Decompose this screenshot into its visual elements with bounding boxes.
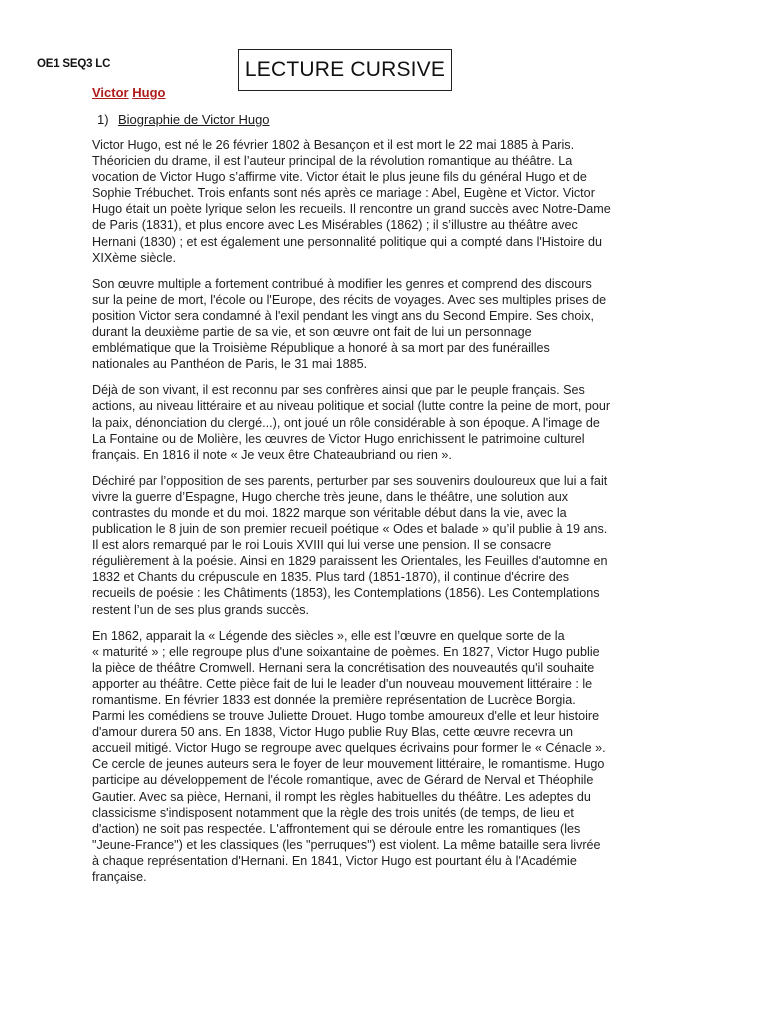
page-title: LECTURE CURSIVE — [244, 58, 446, 81]
paragraph-line: actions, au niveau littéraire et au niveau politique et social (lutte contre la peine de mort, pour — [92, 399, 611, 414]
paragraph-line: position Victor sera condamné à l'exil pendant les vingt ans du Second Empire. Ses choix, — [92, 308, 595, 323]
paragraph-line: Hernani (1830) ; et est également une personnalité politique qui a compté dans l'Histoire du — [92, 234, 602, 249]
paragraph-line: à chaque représentation d'Hernani. En 1841, Victor Hugo est pourtant élu à l'Académie — [92, 853, 577, 868]
paragraph-line: d'action) ne soit pas respectée. L'affrontement qui se déroule entre les romantiques (les — [92, 821, 581, 836]
paragraph — [92, 137, 682, 266]
section-heading — [97, 112, 270, 127]
paragraph-line: Déchiré par l’opposition de ses parents, perturber par ses souvenirs douloureux que lui a fait — [92, 473, 608, 488]
paragraph-line: XIXème siècle. — [92, 250, 176, 265]
author-last-name: Hugo — [132, 85, 166, 100]
title-box — [238, 49, 452, 91]
paragraph-line: emblématique que la Troisième République a honoré à sa mort par des funérailles — [92, 341, 550, 356]
course-code: OE1 SEQ3 LC — [37, 58, 111, 70]
paragraph-line: restent l’un de ses plus grands succès. — [92, 602, 310, 617]
paragraph-line: sur la peine de mort, l'école ou l'Europe, des récits de voyages. Avec ses multiples prises de — [92, 292, 607, 307]
paragraph-line: apporter au théâtre. Cette pièce fait de lui le leader d'un nouveau mouvement littéraire : le — [92, 676, 593, 691]
paragraph-line: régulièrement à la poésie. Ainsi en 1829 paraissent les Orientales, les Feuilles d'automne en — [92, 554, 608, 569]
paragraph-line: romantisme. En février 1833 est donnée la première représentation de Lucrèce Borgia. — [92, 693, 576, 707]
paragraph-line: La Fontaine ou de Molière, les œuvres de Victor Hugo enrichissent le patrimoine culturel — [92, 431, 585, 446]
paragraph-line: française. — [92, 870, 147, 885]
paragraph — [92, 473, 682, 618]
paragraph-line: durant la deuxième partie de sa vie, et son œuvre ont fait de lui un personnage — [92, 325, 532, 340]
paragraph — [92, 628, 682, 886]
paragraph-line: la pièce de théâtre Cromwell. Hernani sera la concrétisation des nouveautés qu'il souhaite — [92, 660, 595, 675]
author-first-name: Victor — [92, 85, 129, 100]
paragraph-line: Ce cercle de jeunes auteurs sera le foyer de leur mouvement littéraire, le romantisme. Hugo — [92, 757, 605, 772]
paragraph-line: vocation de Victor Hugo s’affirme vite. Victor était le plus jeune fils du général Hugo et de — [92, 170, 587, 185]
paragraph-line: Son œuvre multiple a fortement contribué à modifier les genres et comprend des discours — [92, 276, 592, 291]
paragraph-line: recueils de poésie : les Châtiments (1853), les Contemplations (1856). Les Contemplations — [92, 586, 600, 601]
paragraph — [92, 276, 682, 373]
author-name — [92, 85, 165, 100]
paragraph-line: 1832 et Chants du crépuscule en 1835. Plus tard (1851-1870), il continue d'écrire des — [92, 570, 570, 585]
paragraph-line: Sophie Trébuchet. Trois enfants sont nés après ce mariage : Abel, Eugène et Victor. Victor — [92, 186, 595, 201]
paragraph-line: vivre la guerre d’Espagne, Hugo cherche très jeune, dans le théâtre, une solution aux — [92, 489, 569, 504]
biography-text — [92, 137, 682, 895]
paragraph-line: Victor Hugo, est né le 26 février 1802 à Besançon et il est mort le 22 mai 1885 à Paris. — [92, 138, 575, 152]
paragraph-line: participe au développement de l'école romantique, avec de Gérard de Nerval et Théophile — [92, 773, 594, 788]
paragraph-line: classicisme s'indisposent notamment que la règle des trois unités (de temps, de lieu et — [92, 805, 574, 820]
paragraph — [92, 382, 682, 462]
paragraph-line: nationales au Panthéon de Paris, le 31 mai 1885. — [92, 357, 368, 372]
paragraph-line: « maturité » ; elle regroupe plus d'une soixantaine de poèmes. En 1827, Victor Hugo publie — [92, 644, 600, 659]
paragraph-line: publication le 8 juin de son premier recueil poétique « Odes et balade » qu’il publie à 19 ans. — [92, 522, 608, 537]
paragraph-line: En 1862, apparait la « Légende des siècles », elle est l’œuvre en quelque sorte de la — [92, 628, 565, 643]
paragraph-line: "Jeune-France") et les classiques (les "perruques") est violent. La même bataille sera livrée — [92, 837, 601, 852]
section-title: Biographie de Victor Hugo — [118, 112, 270, 127]
paragraph-line: Gautier. Avec sa pièce, Hernani, il rompt les règles habituelles du théâtre. Les adeptes du — [92, 789, 591, 804]
paragraph-line: Parmi les comédiens se trouve Juliette Drouet. Hugo tombe amoureux d'elle et leur histoire — [92, 709, 600, 724]
paragraph-line: Hugo était un poète lyrique selon les recueils. Il rencontre un grand succès avec Notre-Dame — [92, 202, 611, 217]
section-number: 1) — [97, 112, 109, 127]
paragraph-line: Théoricien du drame, il est l’auteur principal de la révolution romantique au théâtre. La — [92, 154, 573, 169]
paragraph-line: Déjà de son vivant, il est reconnu par ses confrères ainsi que par le peuple français. Ses — [92, 383, 585, 398]
paragraph-line: de Paris (1831), et plus encore avec Les Misérables (1862) ; il s’illustre au théâtre avec — [92, 218, 578, 233]
paragraph-line: français. En 1816 il note « Je veux être Chateaubriand ou rien ». — [92, 447, 452, 462]
paragraph-line: d'amour durera 50 ans. En 1838, Victor Hugo publie Ruy Blas, cette œuvre recevra un — [92, 725, 573, 740]
paragraph-line: contrastes du monde et du moi. 1822 marque son véritable début dans la vie, avec la — [92, 505, 567, 520]
paragraph-line: la paix, dénonciation du clergé...), ont joué un rôle considérable à son époque. A l'image de — [92, 415, 600, 430]
paragraph-line: accueil mitigé. Victor Hugo se regroupe avec quelques écrivains pour former le « Cénacle ». — [92, 741, 606, 756]
paragraph-line: Il est alors remarqué par le roi Louis XVIII qui lui verse une pension. Il se consacre — [92, 538, 552, 553]
